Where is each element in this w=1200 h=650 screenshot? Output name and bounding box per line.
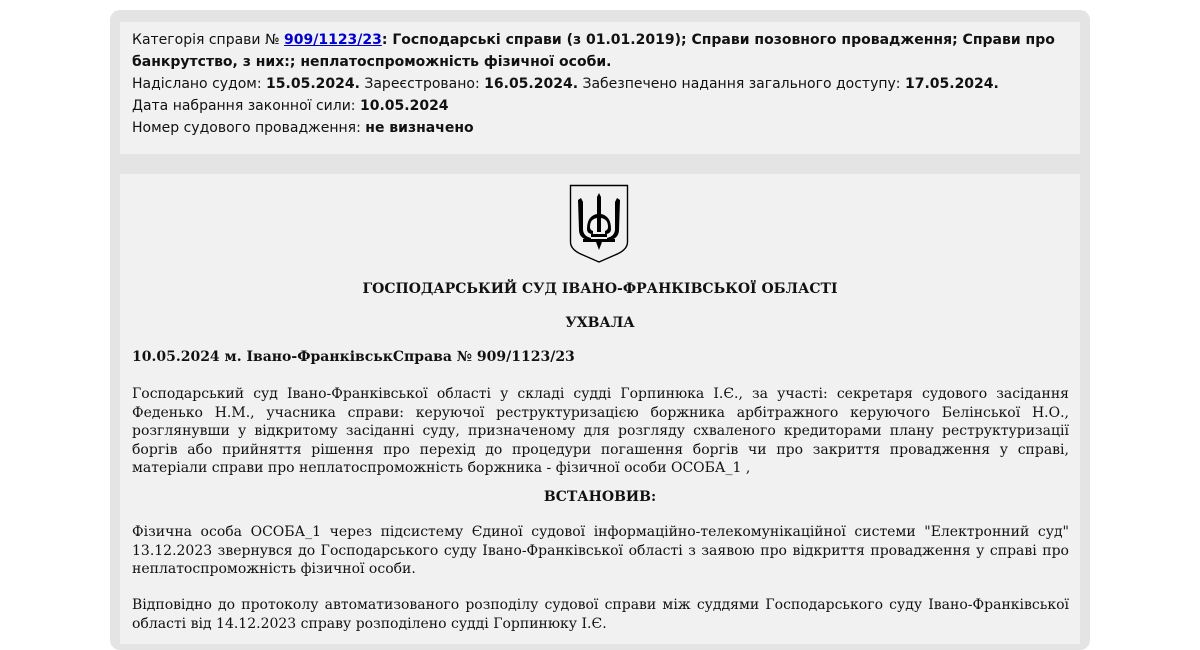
intro-paragraph: Господарський суд Івано-Франківської області у складі судді Горпинюка І.Є., за участі: секретаря судового засідання Феденько Н.М., учасника справи: керуючої реструктуризацією боржника арбітражного керуючого Белінської Н.О., розглянувши у відкритому засіданні суду, призначеному для розгляду схваленого кредиторами плану реструктуризації боргів або прийняття рішення про перехід до процедури погашення боргів чи про закриття провадження у справі, матеріали справи про неплатоспроможність боржника - фізичної особи ОСОБА_1 ,	[132, 386, 1069, 477]
document-frame	[110, 10, 1090, 650]
legal-force-line	[132, 95, 1068, 117]
registered-date: 16.05.2024.	[484, 76, 579, 92]
access-label: Забезпечено надання загального доступу:	[582, 76, 901, 92]
document-type-heading: УХВАЛА	[565, 315, 635, 331]
category-label: Категорія справи №	[132, 32, 280, 48]
section-heading-established: ВСТАНОВИВ:	[543, 489, 657, 505]
proceeding-label: Номер судового провадження:	[132, 120, 361, 136]
case-category-line	[132, 29, 1068, 73]
document-body	[120, 174, 1080, 644]
body-paragraph-2: Відповідно до протоколу автоматизованого розподілу судової справи між суддями Господарського суду Івано-Франківської області від 14.12.2023 справу розподілено судді Горпинюку І.Є.	[132, 597, 1069, 632]
proceeding-value: не визначено	[365, 120, 474, 136]
case-metadata-panel	[120, 22, 1080, 154]
body-paragraph-1: Фізична особа ОСОБА_1 через підсистему Єдиної судової інформаційно-телекомунікаційної системи "Електронний суд" 13.12.2023 звернувся до Господарського суду Івано-Франківської області з заявою про відкриття провадження у справі про неплатоспроможність фізичної особи.	[132, 524, 1069, 578]
force-label: Дата набрання законної сили:	[132, 98, 356, 114]
dates-line	[132, 73, 1068, 95]
force-date: 10.05.2024	[359, 98, 449, 114]
date-and-case-line: 10.05.2024 м. Івано-ФранківськСправа № 909/1123/23	[132, 349, 575, 365]
access-date: 17.05.2024.	[904, 76, 999, 92]
category-value: : Господарські справи (з 01.01.2019); Справи позовного провадження; Справи про банкрутство, з них:; неплатоспроможність фізичної особи.	[132, 32, 1055, 70]
trident-coat-of-arms-icon	[569, 184, 629, 264]
registered-label: Зареєстровано:	[364, 76, 480, 92]
proceeding-line	[132, 117, 1068, 139]
court-name-heading: ГОСПОДАРСЬКИЙ СУД ІВАНО-ФРАНКІВСЬКОЇ ОБЛАСТІ	[362, 281, 838, 297]
sent-label: Надіслано судом:	[132, 76, 262, 92]
sent-date: 15.05.2024.	[266, 76, 360, 92]
case-number-link[interactable]: 909/1123/23	[284, 32, 382, 48]
